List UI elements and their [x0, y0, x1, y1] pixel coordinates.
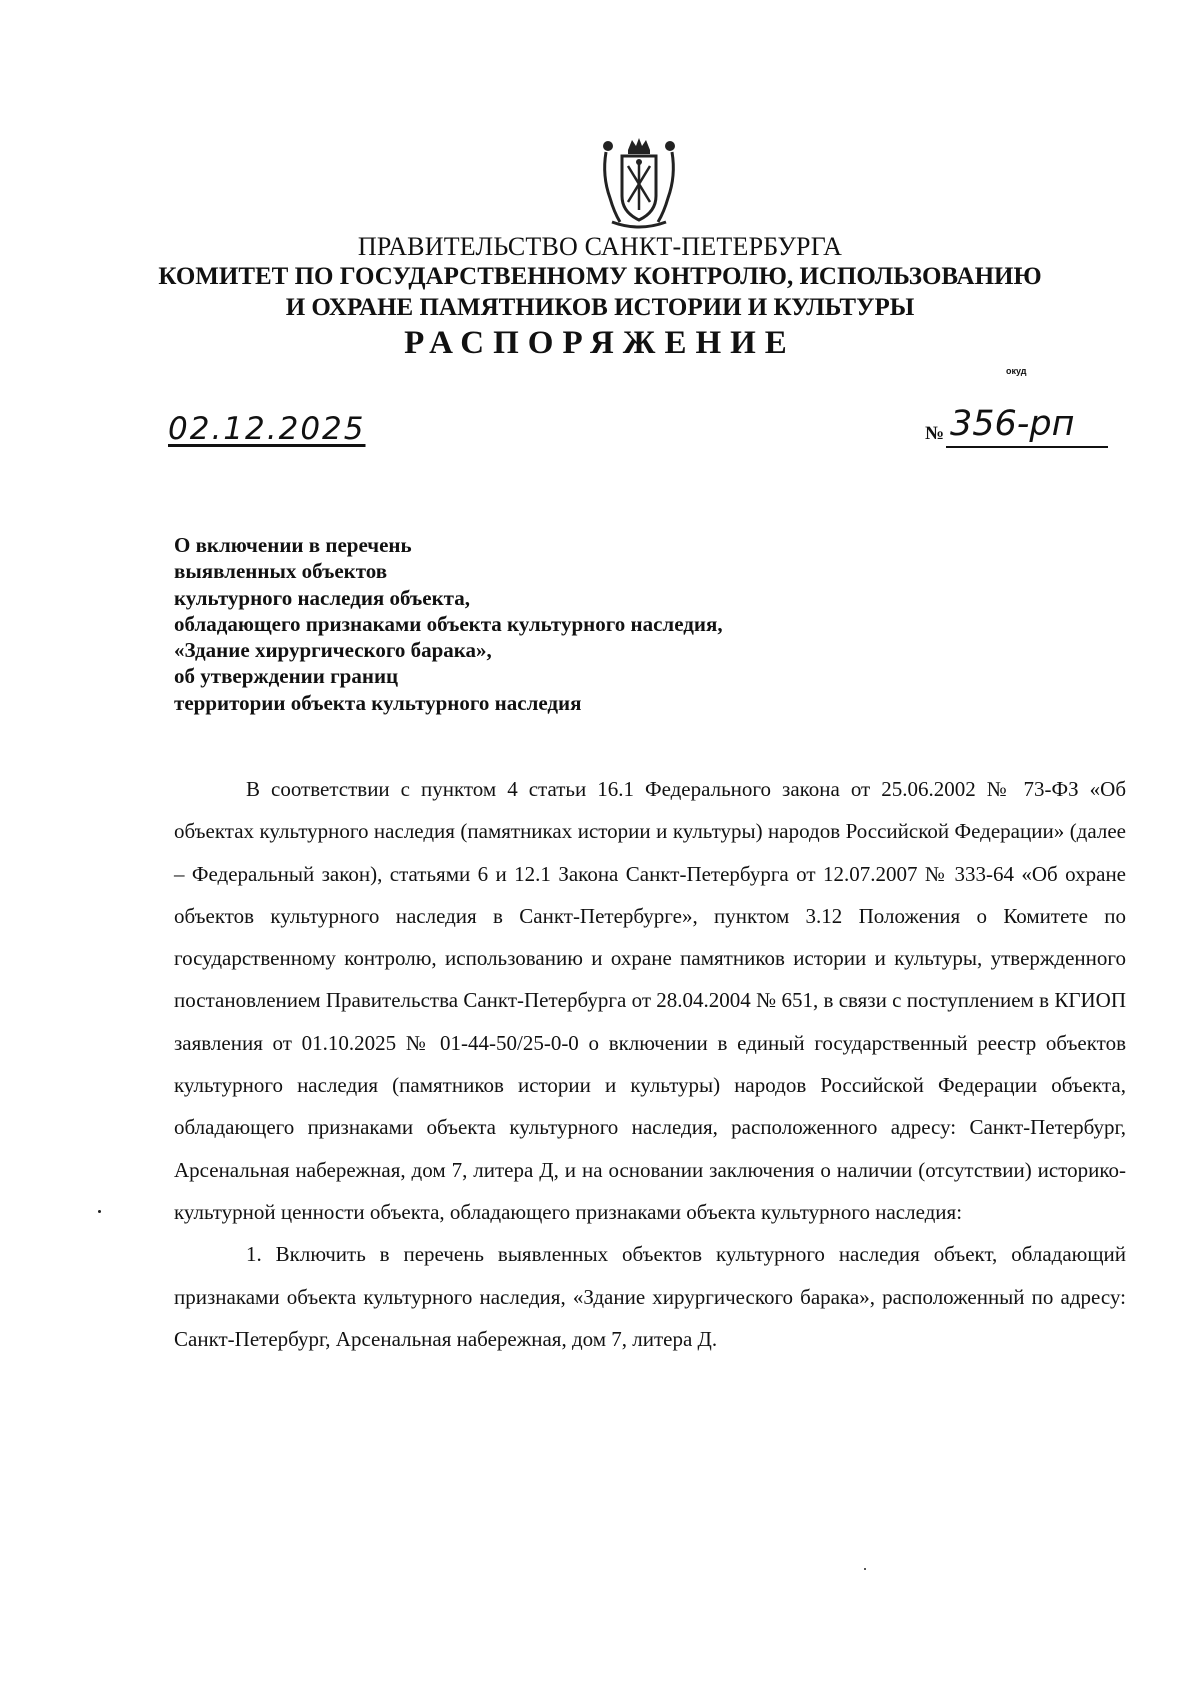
document-date: 02.12.2025	[168, 411, 366, 447]
document-number: 356-рп	[950, 404, 1075, 444]
subject-line: «Здание хирургического барака»,	[174, 638, 492, 663]
coat-of-arms-icon	[598, 136, 680, 232]
document-body	[174, 768, 1126, 1360]
okud-label: окуд	[1006, 366, 1027, 376]
subject-line: об утверждении границ	[174, 664, 399, 689]
preamble-paragraph: В соответствии с пунктом 4 статьи 16.1 Федерального закона от 25.06.2002 № 73-ФЗ «Об объектах культурного наследия (памятниках истории и культуры) народов Российской Федерации» (далее – Федеральный закон), статьями 6 и 12.1 Закона Санкт-Петербурга от 12.07.2007 № 333-64 «Об охране объектов культурного наследия в Санкт-Петербурге», пунктом 3.12 Положения о Комитете по государственному контролю, использованию и охране памятников истории и культуры, утвержденного постановлением Правительства Санкт-Петербурга от 28.04.2004 № 651, в связи с поступлением в КГИОП заявления от 01.10.2025 № 01-44-50/25-0-0 о включении в единый государственный реестр объектов культурного наследия (памятников истории и культуры) народов Российской Федерации объекта, обладающего признаками объекта культурного наследия, расположенного адресу: Санкт-Петербург, Арсенальная набережная, дом 7, литера Д, и на основании заключения о наличии (отсутствии) историко-культурной ценности объекта, обладающего признаками объекта культурного наследия:	[174, 777, 1126, 1224]
order-item-1: 1. Включить в перечень выявленных объектов культурного наследия объект, обладающий признаками объекта культурного наследия, «Здание хирургического барака», расположенный по адресу: Санкт-Петербург, Арсенальная набережная, дом 7, литера Д.	[174, 1242, 1126, 1351]
scan-speck	[98, 1210, 101, 1213]
document-type-title: РАСПОРЯЖЕНИЕ	[404, 325, 796, 361]
subject-line: обладающего признаками объекта культурного наследия,	[174, 611, 723, 636]
number-underline	[946, 446, 1108, 448]
subject-line: культурного наследия объекта,	[174, 585, 470, 610]
government-name: ПРАВИТЕЛЬСТВО САНКТ-ПЕТЕРБУРГА	[357, 232, 843, 261]
document-subject	[174, 532, 894, 716]
committee-name-line2: И ОХРАНЕ ПАМЯТНИКОВ ИСТОРИИ И КУЛЬТУРЫ	[285, 294, 915, 321]
subject-line: О включении в перечень	[174, 533, 412, 557]
subject-line: выявленных объектов	[174, 559, 388, 584]
number-sign: №	[925, 423, 945, 444]
committee-name-line1: КОМИТЕТ ПО ГОСУДАРСТВЕННОМУ КОНТРОЛЮ, ИСПОЛЬЗОВАНИЮ	[158, 263, 1042, 290]
subject-line: территории объекта культурного наследия	[174, 690, 582, 715]
scan-speck	[864, 1568, 866, 1570]
